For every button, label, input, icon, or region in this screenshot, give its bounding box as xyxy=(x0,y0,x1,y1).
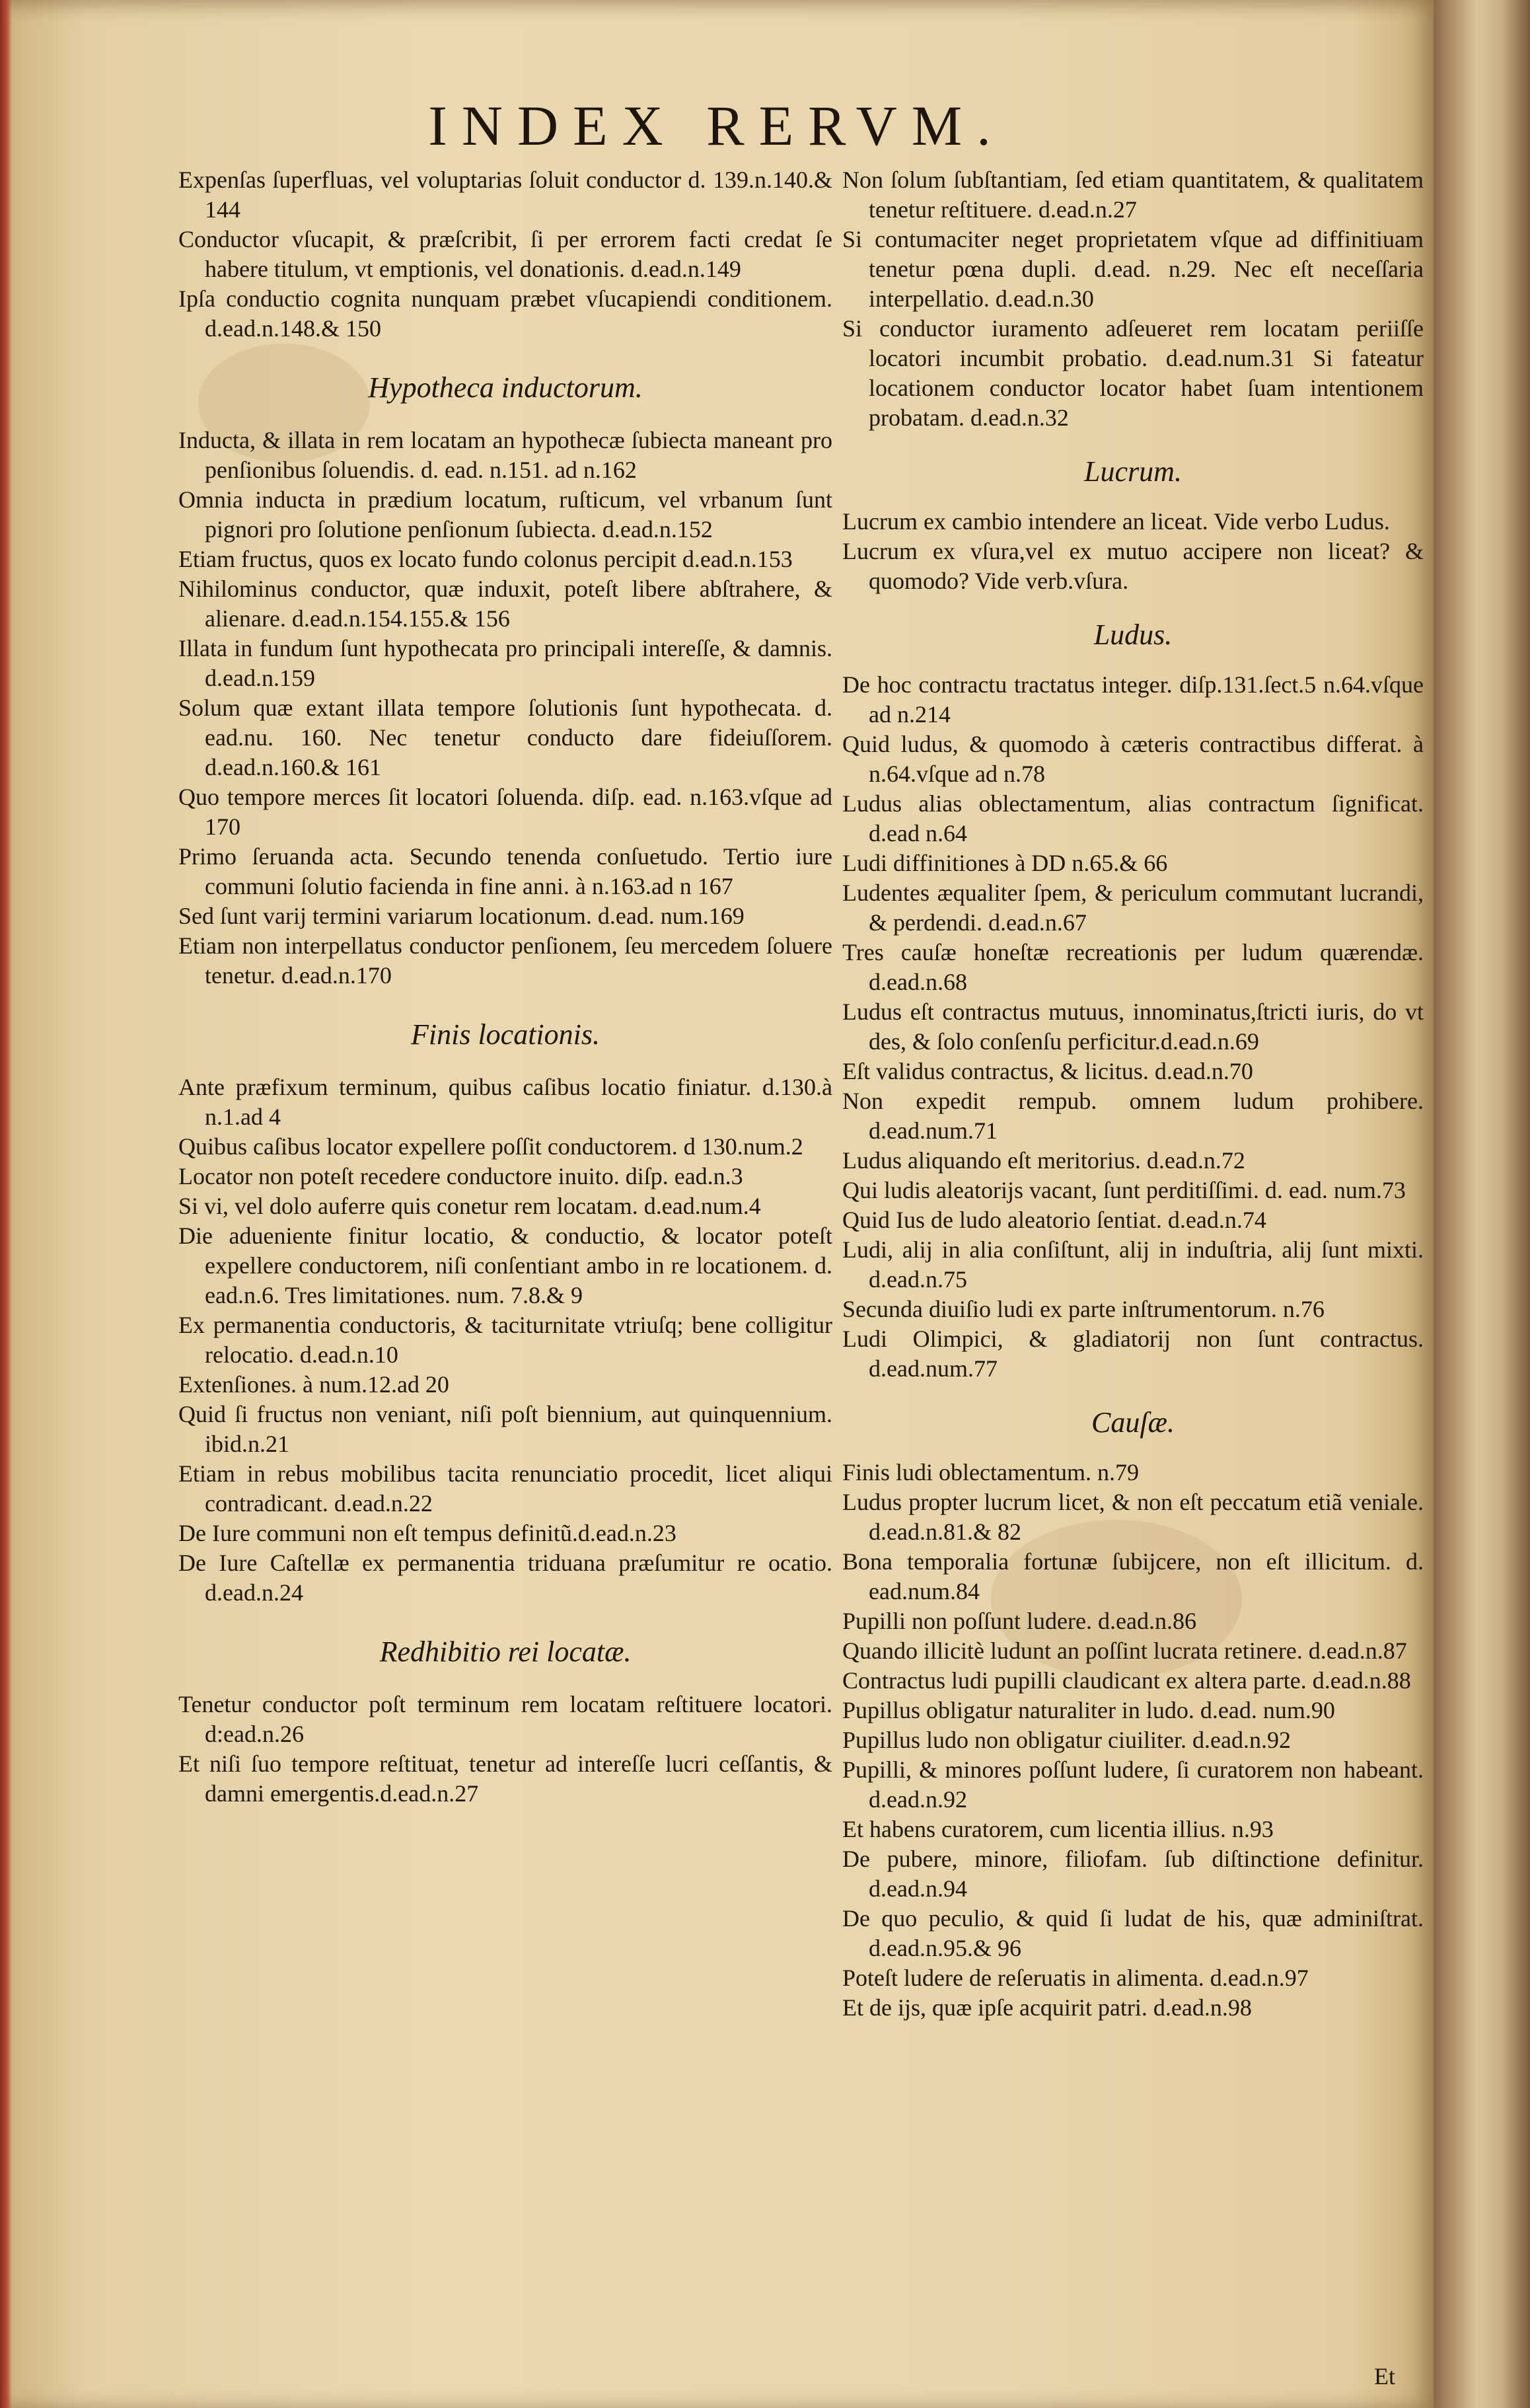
next-page-edge xyxy=(1434,0,1530,2408)
index-entry: Secunda diuiſio ludi ex parte inſtrumentorum. n.76 xyxy=(842,1296,1325,1322)
index-entry: Primo ſeruanda acta. Secundo tenenda conſuetudo. Tertio iure communi ſolutio facienda in fine anni. à n.163.ad n 167 xyxy=(178,843,832,899)
index-entry: Bona temporalia fortunæ ſubijcere, non eſt illicitum. d. ead.num.84 xyxy=(842,1548,1424,1604)
index-entry: De pubere, minore, filiofam. ſub diſtinctione definitur. d.ead.n.94 xyxy=(842,1846,1424,1902)
index-entry: Illata in fundum ſunt hypothecata pro principali intereſſe, & damnis. d.ead.n.159 xyxy=(178,635,832,691)
index-entry: Si conductor iuramento adſeueret rem locatam periiſſe locatori incumbit probatio. d.ead.num.31 Si fateatur locationem conductor locator habet ſuam intentionem probatam. d.ead.n.32 xyxy=(842,315,1424,431)
index-entry: Si contumaciter neget proprietatem vſque ad diffinitiuam tenetur pœna dupli. d.ead. n.29. Nec eſt neceſſaria interpellatio. d.ead.n.30 xyxy=(842,226,1424,312)
index-entry: De Iure communi non eſt tempus definitũ.d.ead.n.23 xyxy=(178,1520,676,1546)
index-entry: Ludus alias oblectamentum, alias contractum ſignificat. d.ead n.64 xyxy=(842,790,1424,847)
index-entry: Eſt validus contractus, & licitus. d.ead.n.70 xyxy=(842,1058,1253,1084)
index-entry: Lucrum ex cambio intendere an liceat. Vide verbo Ludus. xyxy=(842,508,1390,535)
index-entry: Solum quæ extant illata tempore ſolutionis ſunt hypothecata. d. ead.nu. 160. Nec tenetur conducto dare fideiuſſorem. d.ead.n.160.& 161 xyxy=(178,695,832,780)
index-entry: Pupilli, & minores poſſunt ludere, ſi curatorem non habeant. d.ead.n.92 xyxy=(842,1756,1424,1813)
index-entry: Ex permanentia conductoris, & taciturnitate vtriuſq; bene colligitur relocatio. d.ead.n.10 xyxy=(178,1312,832,1368)
index-entry: Etiam in rebus mobilibus tacita renunciatio procedit, licet aliqui contradicant. d.ead.n.22 xyxy=(178,1460,832,1517)
index-entry: Lucrum ex vſura,vel ex mutuo accipere non liceat? & quomodo? Vide verb.vſura. xyxy=(842,538,1424,594)
index-entry: Conductor vſucapit, & præſcribit, ſi per errorem facti credat ſe habere titulum, vt emptionis, vel donationis. d.ead.n.149 xyxy=(178,226,832,282)
index-entry: Tres cauſæ honeſtæ recreationis per ludum quærendæ. d.ead.n.68 xyxy=(842,939,1424,995)
index-entry: Ludi, alij in alia conſiſtunt, alij in induſtria, alij ſunt mixti. d.ead.n.75 xyxy=(842,1236,1424,1293)
index-entry: Ludi Olimpici, & gladiatorij non ſunt contractus. d.ead.num.77 xyxy=(842,1326,1424,1382)
index-entry: Non expedit rempub. omnem ludum prohibere. d.ead.num.71 xyxy=(842,1088,1424,1144)
index-entry: Et habens curatorem, cum licentia illius. n.93 xyxy=(842,1816,1274,1842)
index-entry: Ipſa conductio cognita nunquam præbet vſucapiendi conditionem. d.ead.n.148.& 150 xyxy=(178,285,832,342)
index-entry: Nihilominus conductor, quæ induxit, poteſt libere abſtrahere, & alienare. d.ead.n.154.155.& 156 xyxy=(178,576,832,632)
index-entry: Ludentes æqualiter ſpem, & periculum commutant lucrandi, & perdendi. d.ead.n.67 xyxy=(842,880,1424,936)
index-entry: Quid Ius de ludo aleatorio ſentiat. d.ead.n.74 xyxy=(842,1207,1266,1233)
index-entry: Contractus ludi pupilli claudicant ex altera parte. d.ead.n.88 xyxy=(842,1667,1411,1694)
section-heading: Finis locationis. xyxy=(411,1018,600,1051)
index-entry: Etiam fructus, quos ex locato fundo colonus percipit d.ead.n.153 xyxy=(178,546,793,572)
index-entry: Quibus caſibus locator expellere poſſit conductorem. d 130.num.2 xyxy=(178,1133,803,1160)
index-entry: Expenſas ſuperfluas, vel voluptarias ſoluit conductor d. 139.n.140.& 144 xyxy=(178,167,832,223)
index-entry: Et de ijs, quæ ipſe acquirit patri. d.ead.n.98 xyxy=(842,1994,1252,2021)
index-entry: Non ſolum ſubſtantiam, ſed etiam quantitatem, & qualitatem tenetur reſtituere. d.ead.n.27 xyxy=(842,167,1424,223)
index-entry: Locator non poteſt recedere conductore inuito. diſp. ead.n.3 xyxy=(178,1163,743,1189)
index-entry: De Iure Caſtellæ ex permanentia triduana præſumitur re ocatio. d.ead.n.24 xyxy=(178,1550,832,1606)
index-entry: Si vi, vel dolo auferre quis conetur rem locatam. d.ead.num.4 xyxy=(178,1193,761,1219)
index-entry: Quid ludus, & quomodo à cæteris contractibus differat. à n.64.vſque ad n.78 xyxy=(842,731,1424,787)
index-entry: Inducta, & illata in rem locatam an hypothecæ ſubiecta maneant pro penſionibus ſoluendis. d. ead. n.151. ad n.162 xyxy=(178,427,832,483)
index-entry: De quo peculio, & quid ſi ludat de his, quæ adminiſtrat. d.ead.n.95.& 96 xyxy=(842,1905,1424,1961)
red-page-edge xyxy=(0,0,12,2408)
index-entry: Tenetur conductor poſt terminum rem locatam reſtituere locatori. d:ead.n.26 xyxy=(178,1691,832,1747)
index-entry: Ludus eſt contractus mutuus, innominatus,ſtricti iuris, do vt des, & ſolo conſenſu perficitur.d.ead.n.69 xyxy=(842,998,1424,1055)
index-entry: Pupillus obligatur naturaliter in ludo. d.ead. num.90 xyxy=(842,1697,1335,1723)
left-column xyxy=(178,165,832,1809)
section-heading: Hypotheca inductorum. xyxy=(368,371,643,404)
section-heading: Redhibitio rei locatæ. xyxy=(379,1636,632,1668)
index-entry: Pupilli non poſſunt ludere. d.ead.n.86 xyxy=(842,1608,1196,1634)
index-entry: Ludus aliquando eſt meritorius. d.ead.n.72 xyxy=(842,1147,1245,1174)
index-entry: Omnia inducta in prædium locatum, ruſticum, vel vrbanum ſunt pignori pro ſolutione penſionum ſubiecta. d.ead.n.152 xyxy=(178,486,832,543)
index-entry: Pupillus ludo non obligatur ciuiliter. d.ead.n.92 xyxy=(842,1727,1291,1753)
index-entry: Qui ludis aleatorijs vacant, ſunt perditiſſimi. d. ead. num.73 xyxy=(842,1177,1406,1203)
catchword: Et xyxy=(1374,2363,1395,2389)
running-head: INDEX RERVM. xyxy=(428,94,1005,157)
index-entry: De hoc contractu tractatus integer. diſp.131.ſect.5 n.64.vſque ad n.214 xyxy=(842,671,1424,728)
right-column xyxy=(842,165,1424,2023)
index-entry: Ante præfixum terminum, quibus caſibus locatio finiatur. d.130.à n.1.ad 4 xyxy=(178,1074,832,1130)
index-entry: Quando illicitè ludunt an poſſint lucrata retinere. d.ead.n.87 xyxy=(842,1637,1407,1664)
index-entry: Etiam non interpellatus conductor penſionem, ſeu mercedem ſoluere tenetur. d.ead.n.170 xyxy=(178,932,832,989)
section-heading: Ludus. xyxy=(1093,619,1173,651)
index-entry: Ludi diffinitiones à DD n.65.& 66 xyxy=(842,850,1168,876)
index-entry: Finis ludi oblectamentum. n.79 xyxy=(842,1459,1139,1486)
index-entry: Et niſi ſuo tempore reſtituat, tenetur ad intereſſe lucri ceſſantis, & damni emergentis.d.ead.n.27 xyxy=(178,1750,832,1807)
index-entry: Ludus propter lucrum licet, & non eſt peccatum etiã veniale. d.ead.n.81.& 82 xyxy=(842,1489,1424,1545)
index-entry: Quo tempore merces ſit locatori ſoluenda. diſp. ead. n.163.vſque ad 170 xyxy=(178,784,832,840)
index-entry: Quid ſi fructus non veniant, niſi poſt biennium, aut quinquennium. ibid.n.21 xyxy=(178,1401,832,1457)
section-heading: Cauſæ. xyxy=(1091,1406,1175,1439)
index-entry: Die adueniente finitur locatio, & conductio, & locator poteſt expellere conductorem, niſi conſentiant ambo in re locationem. d. ead.n.6. Tres limitationes. num. 7.8.& 9 xyxy=(178,1223,832,1308)
index-entry: Poteſt ludere de reſeruatis in alimenta. d.ead.n.97 xyxy=(842,1965,1309,1991)
section-heading: Lucrum. xyxy=(1084,455,1182,488)
index-entry: Extenſiones. à num.12.ad 20 xyxy=(178,1371,449,1398)
index-entry: Sed ſunt varij termini variarum locationum. d.ead. num.169 xyxy=(178,903,745,929)
